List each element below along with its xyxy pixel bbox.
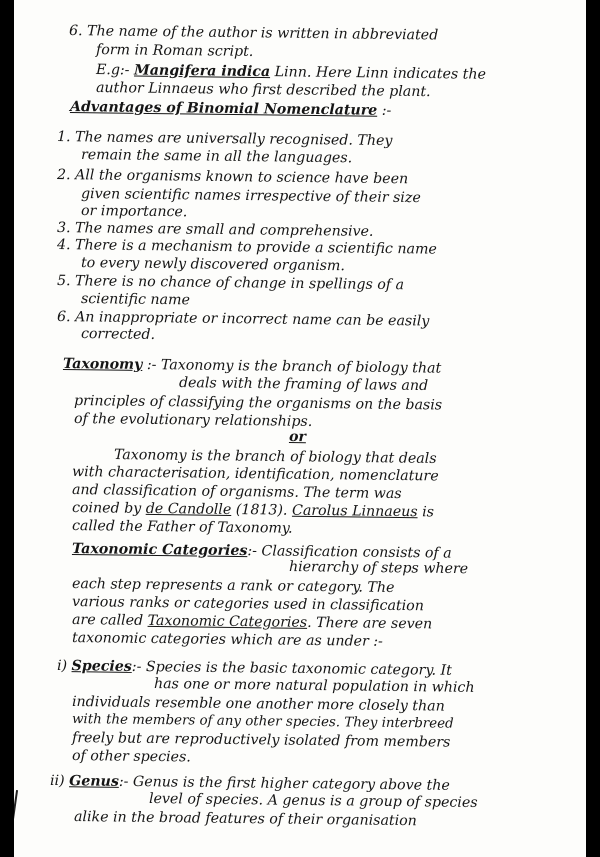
- text-line: author Linnaeus who first described the plant.: [95, 80, 431, 101]
- text-line: with the members of any other species. They interbreed: [71, 712, 454, 732]
- text-line: and classification of organisms. The term was: [71, 482, 402, 503]
- list-item: 6. An inappropriate or incorrect name can be easily: [56, 309, 430, 330]
- example-rest: Linn. Here Linn indicates the: [270, 64, 487, 83]
- list-item-cont: given scientific names irrespective of their size: [80, 186, 421, 207]
- text-line: taxonomic categories which are as under :-: [71, 630, 383, 650]
- text-line: each step represents a rank or category. The: [71, 576, 395, 596]
- text-line: form in Roman script.: [95, 42, 254, 60]
- heading-text: Taxonomic Categories: [71, 541, 248, 560]
- text-line: level of species. A genus is a group of species: [148, 791, 478, 812]
- text-line: deals with the framing of laws and: [178, 375, 429, 395]
- text-line: individuals resemble one another more closely than: [71, 694, 445, 715]
- heading-text: Genus: [69, 773, 119, 790]
- list-item-cont: scientific name: [80, 291, 190, 309]
- text-line: alike in the broad features of their organisation: [73, 809, 417, 830]
- section-heading: [70, 98, 392, 120]
- item-number: ii): [49, 773, 70, 790]
- text-line: principles of classifying the organisms on the basis: [73, 393, 443, 414]
- text-line: of the evolutionary relationships.: [73, 411, 313, 430]
- scientist-name: de Candolle: [145, 500, 232, 518]
- term: Taxonomic Categories: [147, 612, 308, 631]
- scientist-name: Carolus Linnaeus: [291, 502, 418, 521]
- text-line: of other species.: [71, 748, 191, 766]
- species-name: Mangifera indica: [133, 62, 271, 81]
- heading-text: Advantages of Binomial Nomenclature: [69, 99, 378, 119]
- definition-text: :- Genus is the first higher category above the: [118, 773, 450, 794]
- text-part: are called: [71, 612, 148, 629]
- definition-text: :- Species is the basic taxonomic category. It: [131, 658, 452, 679]
- text-part: (1813).: [231, 501, 293, 519]
- definition-text: :- Taxonomy is the branch of biology that: [146, 357, 442, 377]
- heading-text: Taxonomy: [62, 356, 143, 373]
- list-item: 1. The names are universally recognised. They: [56, 129, 393, 150]
- list-item-cont: to every newly discovered organism.: [80, 255, 346, 275]
- list-item: 3. The names are small and comprehensive.: [56, 220, 374, 240]
- text-line: hierarchy of steps where: [288, 559, 469, 578]
- example-prefix: E.g:-: [95, 62, 135, 79]
- definition-text: :- Classification consists of a: [247, 543, 452, 562]
- text-part: . There are seven: [307, 614, 433, 633]
- list-item-cont: corrected.: [80, 326, 156, 343]
- text-line: freely but are reproductively isolated from members: [71, 730, 451, 751]
- list-item: 2. All the organisms known to science have been: [56, 167, 409, 188]
- text-line: called the Father of Taxonomy.: [71, 518, 293, 537]
- margin-mark: [14, 790, 18, 820]
- list-item: 4. There is a mechanism to provide a scientific name: [56, 237, 437, 258]
- notebook-page: [14, 0, 586, 857]
- text-part: coined by: [71, 500, 146, 517]
- or-separator: or: [288, 429, 307, 446]
- text-line: with characterisation, identification, nomenclature: [71, 464, 439, 485]
- list-item-cont: or importance.: [80, 203, 188, 221]
- text-line: various ranks or categories used in classification: [71, 594, 424, 615]
- list-item-cont: remain the same in all the languages.: [80, 147, 353, 167]
- text-line: 6. The name of the author is written in abbreviated: [68, 23, 439, 44]
- item-number: i): [56, 658, 72, 675]
- text-line: has one or more natural population in which: [153, 676, 475, 696]
- text-part: is: [417, 504, 435, 521]
- text-line: Taxonomy is the branch of biology that deals: [113, 447, 437, 467]
- heading-suffix: :-: [377, 102, 392, 119]
- list-item: 5. There is no chance of change in spellings of a: [56, 273, 405, 294]
- heading-text: Species: [71, 658, 132, 675]
